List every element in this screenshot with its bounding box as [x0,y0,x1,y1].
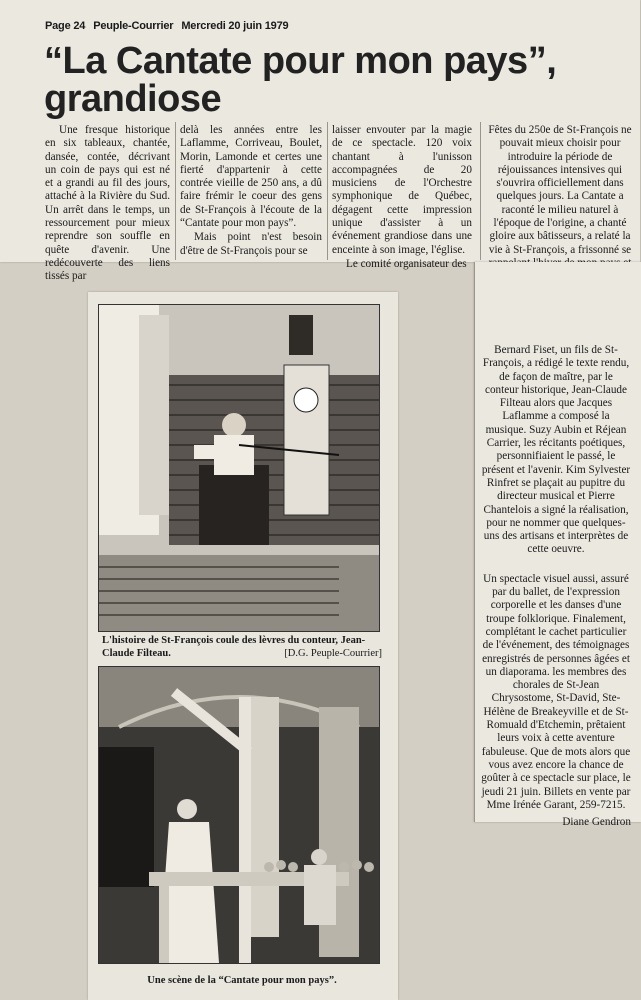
paragraph: Une fresque historique en six tableaux, chantée, dansée, contée, décrivant un coin de pays qui est né et a grandi au fil des jours, attaché à la Rivière du Sud. Un arrêt dans le temps, un ressourcement pour mieux reprendre son souffle en quête d'avenir. Une redécouverte des liens tissés par [45,124,170,283]
headline: “La Cantate pour mon pays”, grandiose [44,40,557,120]
newspaper-name: Peuple-Courrier [93,20,174,32]
cantata-scene-illustration [99,667,379,963]
column-2 [180,124,322,258]
article-continuation-clipping [474,262,641,829]
storyteller-illustration [99,305,379,631]
photo-caption-1 [102,634,382,660]
paragraph: laisser envouter par la magie de ce spectacle. 120 voix chantant à l'unisson accompagnées de 20 musiciens de l'Orchestre symphonique de Québec, dégagent cette impression unique d'assister à un événement grandiose dans une enceinte à son image, l'église. [332,124,472,256]
paragraph: Un spectacle visuel aussi, assuré par du ballet, de l'expression corporelle et les danses d'une troupe folklorique. Finalement, complétant le cachet particulier de l'événement, des témoignages enregistrés de personnes âgées et un diaporama. les membres des chorales de St-Jean Chrysostome, St-David, Ste-Hélène de Breakeyville et de St-Romuald d'Etchemin, prêtaient leurs voix à cette aventure fabuleuse. Que de mots alors que vous avez encore la chance de goûter à ce spectacle sur place, le jeudi 21 juin. Billets en vente par Mme Irénée Garant, 259-7215. [481,572,631,811]
paragraph: Bernard Fiset, un fils de St-François, a rédigé le texte rendu, de façon de maître, par le conteur historique, Jean-Claude Filteau alors que Jacques Laflamme a composé la musique. Suzy Aubin et Réjean Carrier, les récitants poétiques, personnifiaient le passé, le présent et l'avenir. Kim Sylvester Rinfret se plaçait au pupitre du directeur musical et Pierre Chantelois a signé la réalisation, pour ne nommer que quelques-uns des artisans et interprètes de cette oeuvre. [481,344,631,556]
paragraph: Fêtes du 250e de St-François ne pouvait mieux choisir pour introduire la période de réjouissances intensives qui s'ouvrira officiellement dans quelques jours. La Cantate a raconté le milieu naturel à l'époque de l'origine, a chanté gloire aux bâtisseurs, a relaté la vie à St-François, a frissonné se [488,124,632,256]
page-header [45,20,296,32]
paragraph: Le comité organisateur des [346,257,467,270]
page-number: Page 24 [45,20,86,32]
photo-clipping [88,292,398,1000]
publication-date: Mercredi 20 juin 1979 [181,20,289,32]
cantata-scene-photo [98,666,380,964]
column-rule [327,122,328,260]
storyteller-photo [98,304,380,632]
paragraph: delà les années entre les Laflamme, Corriveau, Boulet, Morin, Lamonde et certes une fierté d'appartenir à cette contrée vieille de 250 ans, a dû faire frémir le coeur des gens de St-François à l'écoute de la “Cantate pour mon pays”. [180,124,322,230]
photo-caption-2: Une scène de la “Cantate pour mon pays”. [147,975,337,986]
article-top-clipping [0,0,640,283]
byline: Diane Gendron [562,816,631,829]
column-rule [480,122,481,260]
column-4-continued [481,344,631,829]
column-1 [45,124,170,284]
caption-text: L'histoire de St-François coule des lèvres du conteur, Jean-Claude Filteau. [102,635,366,659]
column-3 [332,124,472,271]
column-rule [175,122,176,260]
paragraph: Mais point n'est besoin d'être de St-François pour se [180,231,322,257]
photo-credit: [D.G. Peuple-Courrier] [284,648,382,659]
